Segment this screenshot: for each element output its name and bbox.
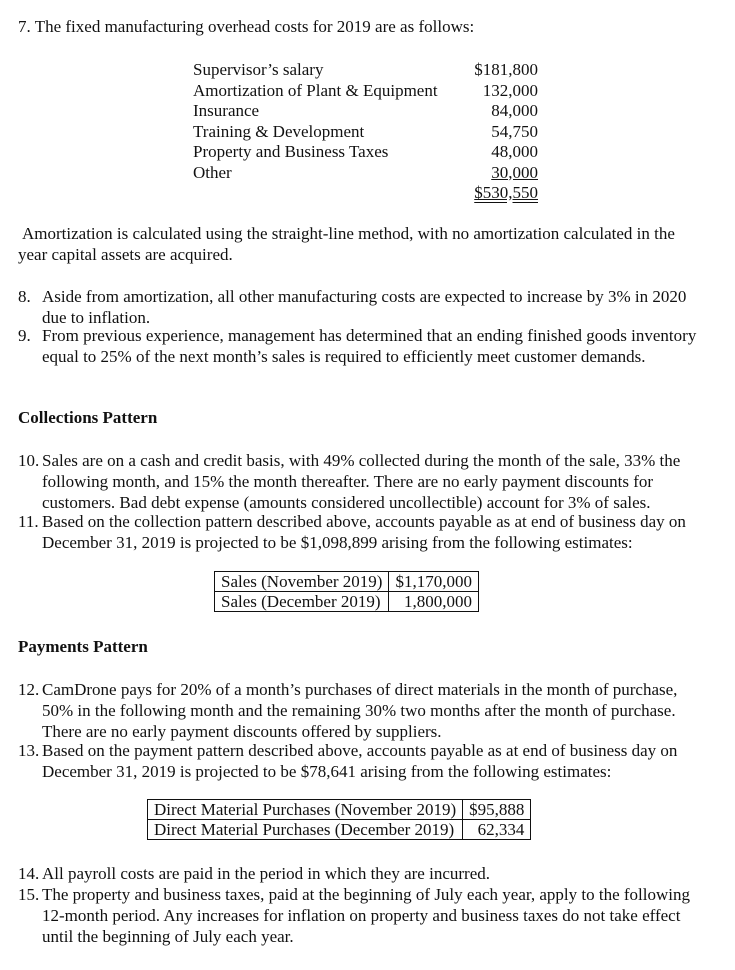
table-row (148, 800, 531, 820)
overhead-row (193, 163, 538, 184)
item-number: 9. (18, 326, 31, 345)
purchase-label: Direct Material Purchases (December 2019) (148, 820, 463, 840)
table-row (148, 820, 531, 840)
overhead-row (193, 122, 538, 143)
item-number: 10. (18, 451, 40, 470)
item-text: The fixed manufacturing overhead costs for 2019 are as follows: (34, 17, 475, 36)
overhead-total: $530,550 (474, 183, 538, 202)
overhead-label: Training & Development (193, 121, 365, 141)
overhead-row (193, 142, 538, 163)
table-row (215, 592, 479, 612)
overhead-cost-list (193, 60, 538, 204)
item-number: 7. (18, 17, 31, 36)
overhead-amount: $181,800 (474, 60, 538, 79)
overhead-label: Insurance (193, 101, 260, 120)
sales-label: Sales (December 2019) (215, 592, 389, 612)
overhead-label: Other (193, 162, 232, 182)
overhead-label: Supervisor’s salary (193, 60, 324, 79)
amortization-note: Amortization is calculated using the straight-line method, with no amortization calculated in the year capital assets are acquired. (18, 224, 675, 264)
purchase-amount: 62,334 (463, 820, 531, 840)
item-text: The property and business taxes, paid at the beginning of July each year, apply to the following 12-month period. Any increases for inflation on property and business taxes do not take effect until the beginning of July each year. (42, 885, 690, 946)
purchase-label: Direct Material Purchases (November 2019) (148, 800, 463, 820)
item-number: 11. (18, 512, 39, 531)
sales-amount: 1,800,000 (389, 592, 479, 612)
sales-estimates-table (214, 571, 479, 612)
item-number: 13. (18, 741, 40, 760)
item-number: 15. (18, 885, 40, 904)
overhead-label: Property and Business Taxes (193, 142, 389, 161)
sales-amount: $1,170,000 (389, 572, 479, 592)
item-text: From previous experience, management has determined that an ending finished goods inventory equal to 25% of the next month’s sales is required to efficiently meet customer demands. (42, 326, 697, 366)
overhead-amount: 132,000 (482, 80, 538, 100)
overhead-row (193, 101, 538, 122)
overhead-total-row (193, 183, 538, 204)
overhead-label: Amortization of Plant & Equipment (193, 80, 438, 100)
overhead-amount: 30,000 (491, 162, 538, 182)
item-number: 12. (18, 680, 40, 699)
item-text: Based on the payment pattern described above, accounts payable as at end of business day on December 31, 2019 is projected to be $78,641 arising from the following estimates: (42, 741, 678, 781)
item-text: Aside from amortization, all other manufacturing costs are expected to increase by 3% in 2020 due to inflation. (42, 287, 687, 327)
payments-heading: Payments Pattern (18, 637, 148, 656)
overhead-row (193, 60, 538, 81)
item-text: Sales are on a cash and credit basis, with 49% collected during the month of the sale, 33% the following month, and 15% the month thereafter. There are no early payment discounts for customers. Bad debt expense (amounts considered uncollectible) account for 3% of sales. (42, 451, 681, 512)
overhead-amount: 54,750 (491, 121, 538, 141)
item-number: 8. (18, 287, 31, 306)
item-text: All payroll costs are paid in the period in which they are incurred. (42, 864, 490, 883)
overhead-row (193, 81, 538, 102)
item-text: CamDrone pays for 20% of a month’s purchases of direct materials in the month of purchase, 50% in the following month and the remaining 30% two months after the month of purchase. There are no early payment discounts offered by suppliers. (42, 680, 678, 741)
sales-label: Sales (November 2019) (215, 572, 389, 592)
purchases-estimates-table (147, 799, 531, 840)
purchase-amount: $95,888 (463, 800, 531, 820)
item-number: 14. (18, 864, 40, 883)
collections-heading: Collections Pattern (18, 408, 158, 427)
item-text: Based on the collection pattern described above, accounts payable as at end of business day on December 31, 2019 is projected to be $1,098,899 arising from the following estimates: (42, 512, 686, 552)
overhead-amount: 48,000 (491, 142, 538, 161)
table-row (215, 572, 479, 592)
overhead-amount: 84,000 (491, 101, 538, 120)
item-7 (18, 16, 708, 37)
